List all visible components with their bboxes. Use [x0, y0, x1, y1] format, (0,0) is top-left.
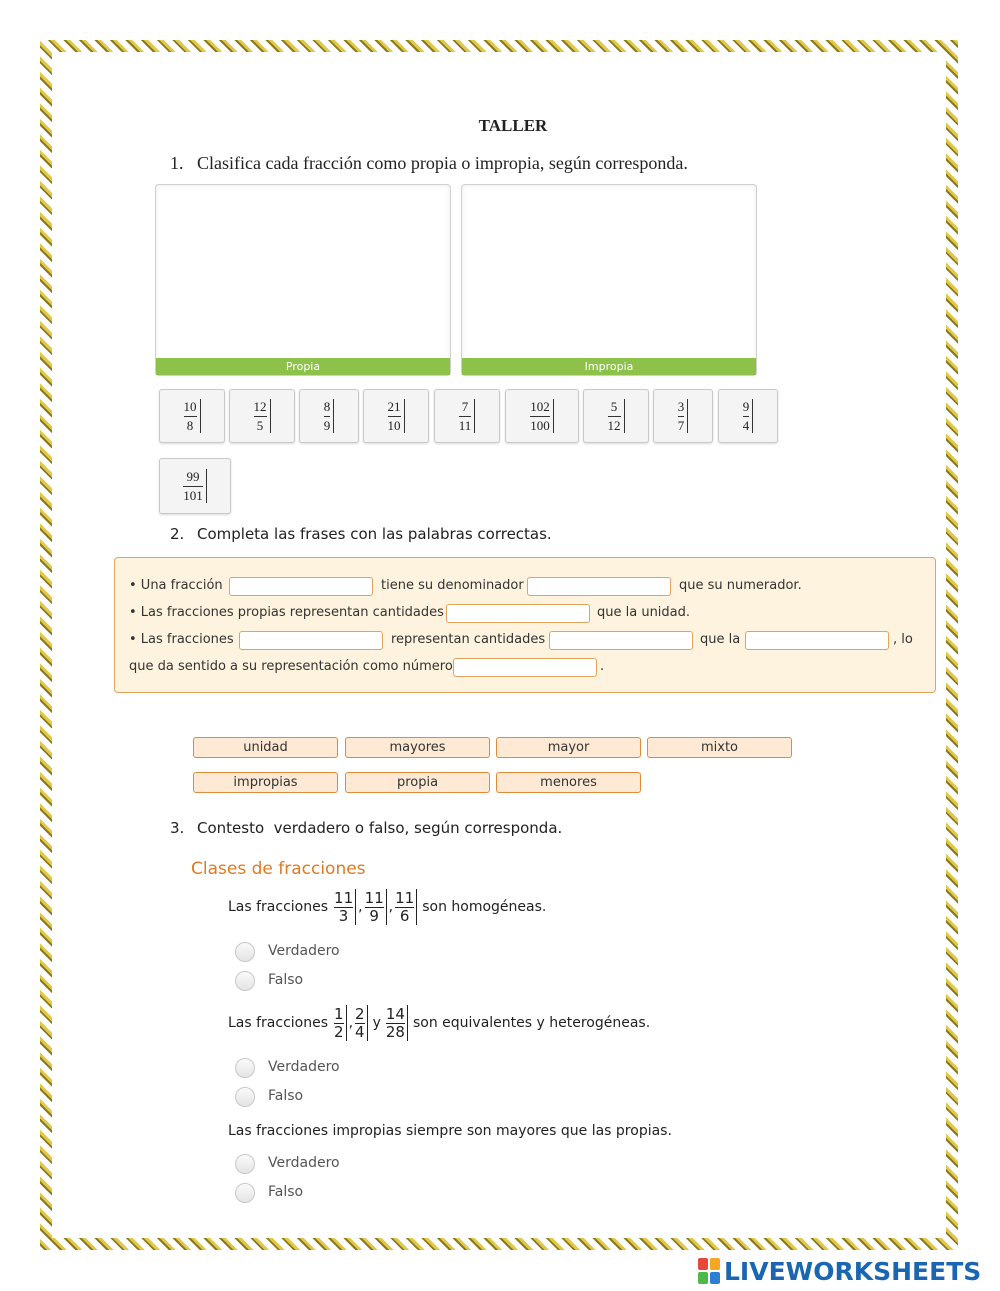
radio-true-1[interactable]: [235, 942, 255, 962]
drop-zone-impropia[interactable]: [461, 184, 757, 376]
denominator: 8: [186, 417, 194, 433]
sentence-text: que da sentido a su representación como número: [129, 659, 453, 674]
numerator: 11: [395, 888, 415, 907]
radio-false-3[interactable]: [235, 1183, 255, 1203]
denominator: 4: [355, 1022, 365, 1041]
liveworksheets-logo: [698, 1256, 981, 1286]
numerator: 5: [610, 398, 618, 414]
numerator: 99: [186, 468, 200, 484]
section-title: Clases de fracciones: [191, 859, 366, 879]
separator: ,: [388, 899, 394, 915]
radio-false-1[interactable]: [235, 971, 255, 991]
sentence-text: .: [600, 659, 605, 674]
fraction-tile[interactable]: [363, 389, 429, 443]
denominator: 28: [385, 1022, 405, 1041]
word-chip[interactable]: mixto: [647, 737, 792, 758]
radio-true-3[interactable]: [235, 1154, 255, 1174]
q1-text: Clasifica cada fracción como propia o impropia, según corresponda.: [197, 153, 688, 173]
sentence-text: que la unidad.: [597, 605, 691, 620]
numerator: 10: [183, 398, 197, 414]
fraction-tile[interactable]: [718, 389, 778, 443]
sentence-text: • Una fracción: [129, 578, 223, 593]
fraction-tile[interactable]: [653, 389, 713, 443]
numerator: 1: [334, 1004, 344, 1023]
statement-2: [228, 1005, 650, 1041]
numerator: 21: [387, 398, 401, 414]
fraction-tile[interactable]: [434, 389, 500, 443]
statement-text: Las fracciones: [228, 899, 329, 915]
denominator: 4: [742, 417, 750, 433]
word-chip[interactable]: mayor: [496, 737, 641, 758]
option-label: Falso: [268, 972, 304, 988]
blank-input[interactable]: [229, 577, 373, 596]
statement-3: Las fracciones impropias siempre son mayores que las propias.: [228, 1123, 672, 1139]
sentence-text: , lo: [893, 632, 913, 647]
word-chip[interactable]: menores: [496, 772, 641, 793]
option-label: Falso: [268, 1184, 304, 1200]
blank-input[interactable]: [527, 577, 671, 596]
numerator: 14: [385, 1004, 405, 1023]
numerator: 11: [364, 888, 384, 907]
brand-text: LIVEWORKSHEETS: [724, 1256, 982, 1286]
sentence-text: tiene su denominador: [381, 578, 524, 593]
denominator: 6: [399, 906, 410, 925]
statement-text: son homogéneas.: [422, 899, 547, 915]
q1-number: 1.: [170, 153, 184, 173]
word-chip[interactable]: unidad: [193, 737, 338, 758]
statement-text: son equivalentes y heterogéneas.: [412, 1015, 651, 1031]
q2-text: Completa las frases con las palabras correctas.: [197, 525, 552, 543]
numerator: 11: [334, 888, 354, 907]
drop-zone-propia[interactable]: [155, 184, 451, 376]
sentence-text: • Las fracciones: [129, 632, 234, 647]
blank-input[interactable]: [239, 631, 383, 650]
denominator: 2: [334, 1022, 344, 1041]
sentence-text: que la: [700, 632, 741, 647]
denominator: 7: [677, 417, 685, 433]
denominator: 9: [323, 417, 331, 433]
numerator: 8: [323, 398, 331, 414]
fraction-tile[interactable]: [583, 389, 649, 443]
separator: ,: [348, 1015, 354, 1031]
q2-number: 2.: [170, 525, 185, 543]
numerator: 102: [530, 398, 550, 414]
radio-false-2[interactable]: [235, 1087, 255, 1107]
fraction-tile[interactable]: [159, 389, 225, 443]
option-label: Verdadero: [268, 943, 340, 959]
fill-in-panel: [114, 557, 936, 693]
numerator: 2: [355, 1004, 365, 1023]
denominator: 11: [458, 417, 472, 433]
q3-text: Contesto verdadero o falso, según corresponda.: [197, 819, 563, 837]
denominator: 9: [369, 906, 379, 925]
fraction-tile[interactable]: [505, 389, 579, 443]
option-label: Falso: [268, 1088, 304, 1104]
blank-input[interactable]: [549, 631, 693, 650]
denominator: 3: [338, 906, 349, 925]
blank-input[interactable]: [453, 658, 597, 677]
denominator: 10: [387, 417, 401, 433]
q3-number: 3.: [170, 819, 185, 837]
word-chip[interactable]: mayores: [345, 737, 490, 758]
drop-zone-label: Impropia: [462, 358, 756, 375]
fraction-tile[interactable]: [159, 458, 231, 514]
page-title: TALLER: [478, 116, 548, 135]
numerator: 12: [253, 398, 267, 414]
option-label: Verdadero: [268, 1059, 340, 1075]
numerator: 9: [742, 398, 750, 414]
sentence-text: representan cantidades: [391, 632, 546, 647]
sentence-text: • Las fracciones propias representan cantidades: [129, 605, 444, 620]
option-label: Verdadero: [268, 1155, 340, 1171]
drop-zone-label: Propia: [156, 358, 450, 375]
fraction-tile[interactable]: [299, 389, 359, 443]
conjunction: y: [372, 1015, 381, 1031]
logo-icon: [698, 1258, 720, 1284]
blank-input[interactable]: [745, 631, 889, 650]
radio-true-2[interactable]: [235, 1058, 255, 1078]
fraction-tile[interactable]: [229, 389, 295, 443]
separator: ,: [358, 899, 363, 915]
denominator: 100: [530, 417, 550, 433]
word-chip[interactable]: impropias: [193, 772, 338, 793]
statement-1: [228, 889, 546, 925]
numerator: 7: [461, 398, 469, 414]
statement-text: Las fracciones: [228, 1015, 329, 1031]
denominator: 101: [183, 487, 203, 503]
denominator: 12: [607, 417, 621, 433]
numerator: 3: [677, 398, 685, 414]
sentence-text: que su numerador.: [679, 578, 802, 593]
word-chip[interactable]: propia: [345, 772, 490, 793]
blank-input[interactable]: [446, 604, 590, 623]
denominator: 5: [256, 417, 264, 433]
